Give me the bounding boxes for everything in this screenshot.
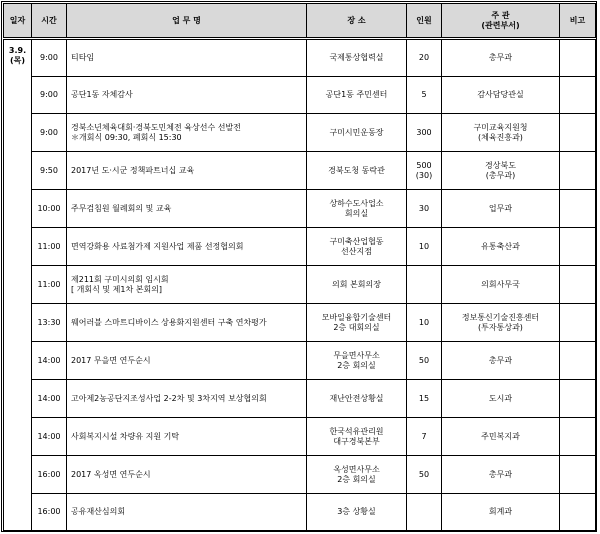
people-cell [407, 114, 442, 152]
place-cell-line: 한국석유관리원 [329, 426, 384, 436]
note-cell [560, 304, 596, 342]
place-cell [307, 380, 407, 418]
task-cell [67, 342, 307, 380]
place-cell [307, 304, 407, 342]
task-cell-line: 제211회 구미시의회 임시회 [71, 274, 169, 284]
org-cell-line: 주민복지과 [481, 431, 520, 441]
place-cell-line: 2층 회의실 [337, 360, 376, 370]
schedule-body [4, 39, 596, 531]
people-cell [407, 342, 442, 380]
people-cell [407, 266, 442, 304]
table-row [4, 39, 596, 77]
time-cell: 16:00 [32, 456, 67, 494]
time-cell: 9:00 [32, 114, 67, 152]
date-line2: (목) [9, 56, 26, 65]
people-cell-line: 5 [421, 90, 427, 99]
org-cell-line: 감사담당관실 [477, 90, 524, 99]
task-cell-line: 웨어러블 스마트디바이스 상용화지원센터 구축 연차평가 [71, 317, 267, 327]
time-cell: 10:00 [32, 190, 67, 228]
place-cell [307, 494, 407, 531]
org-cell [442, 152, 560, 190]
time-cell: 13:30 [32, 304, 67, 342]
place-cell-line: 구미축산업협동 [329, 236, 384, 246]
org-cell-line: (총무과) [485, 170, 516, 180]
note-cell [560, 418, 596, 456]
task-cell [67, 380, 307, 418]
people-cell-line: 300 [416, 127, 432, 137]
place-cell-line: 국제통상협력실 [329, 53, 384, 62]
place-cell-line: 3층 상황실 [337, 507, 376, 516]
time-cell: 11:00 [32, 266, 67, 304]
task-cell-line: [ 개회식 및 제1차 본회의] [71, 284, 163, 294]
task-cell-line: 면역강화용 사료첨가제 지원사업 제품 선정협의회 [71, 241, 244, 251]
org-cell-line: 의회사무국 [481, 279, 520, 289]
people-cell-line: 500 [416, 160, 432, 170]
org-cell-line: 총무과 [488, 355, 513, 365]
org-cell-line: 업무과 [488, 203, 513, 213]
org-cell [442, 266, 560, 304]
note-cell [560, 380, 596, 418]
task-cell [67, 152, 307, 190]
people-cell-line: 10 [418, 317, 430, 327]
people-cell [407, 190, 442, 228]
time-cell: 9:00 [32, 77, 67, 114]
task-cell [67, 304, 307, 342]
task-cell [67, 190, 307, 228]
task-cell [67, 39, 307, 77]
table-row [4, 380, 596, 418]
task-cell-line: 공단1동 자체감사 [71, 90, 133, 99]
org-cell-line: 도시과 [488, 393, 513, 403]
people-cell [407, 418, 442, 456]
table-row [4, 228, 596, 266]
task-cell [67, 114, 307, 152]
header-place: 장 소 [307, 4, 407, 39]
place-cell [307, 342, 407, 380]
task-cell [67, 418, 307, 456]
time-cell: 11:00 [32, 228, 67, 266]
place-cell [307, 77, 407, 114]
table-row [4, 456, 596, 494]
table-row [4, 342, 596, 380]
place-cell-line: 경북도청 동락관 [328, 165, 385, 175]
place-cell-line: 2층 회의실 [337, 474, 376, 484]
note-cell [560, 228, 596, 266]
time-cell: 16:00 [32, 494, 67, 531]
task-cell-line: 사회복지시설 차량유 지원 기탁 [71, 431, 180, 441]
place-cell [307, 456, 407, 494]
date-cell [4, 39, 32, 531]
org-cell [442, 114, 560, 152]
table-row [4, 77, 596, 114]
org-cell-line: 회계과 [488, 507, 513, 516]
people-cell-line: 50 [418, 355, 430, 365]
task-cell [67, 266, 307, 304]
table-row [4, 114, 596, 152]
note-cell [560, 114, 596, 152]
header-row [4, 4, 596, 39]
header-org-line1: 주 관 [491, 10, 510, 20]
task-cell-line: 2017 옥성면 연두순시 [71, 469, 151, 479]
place-cell [307, 266, 407, 304]
table-row [4, 152, 596, 190]
org-cell [442, 304, 560, 342]
people-cell [407, 380, 442, 418]
org-cell [442, 380, 560, 418]
place-cell-line: 선산지점 [341, 246, 372, 256]
task-cell-line: 2017년 도·시군 정책파트너십 교육 [71, 165, 195, 175]
table-row [4, 418, 596, 456]
place-cell [307, 152, 407, 190]
place-cell-line: 의회 본회의장 [332, 279, 381, 289]
place-cell-line: 공단1동 주민센터 [325, 90, 388, 99]
header-task: 업 무 명 [67, 4, 307, 39]
note-cell [560, 494, 596, 531]
org-cell [442, 342, 560, 380]
place-cell [307, 190, 407, 228]
header-time: 시간 [32, 4, 67, 39]
task-cell-line: 주무검침원 월례회의 및 교육 [71, 203, 172, 213]
org-cell [442, 418, 560, 456]
note-cell [560, 152, 596, 190]
task-cell-line: ＊개회식 09:30, 폐회식 15:30 [71, 132, 182, 142]
org-cell [442, 228, 560, 266]
task-cell [67, 494, 307, 531]
people-cell-line: 50 [418, 469, 430, 479]
time-cell: 9:00 [32, 39, 67, 77]
people-cell [407, 39, 442, 77]
time-cell: 14:00 [32, 380, 67, 418]
people-cell [407, 228, 442, 266]
place-cell [307, 228, 407, 266]
note-cell [560, 190, 596, 228]
date-line1: 3.9. [8, 46, 27, 55]
task-cell-line: 고아제2농공단지조성사업 2-2차 및 3차지역 보상협의회 [71, 393, 267, 403]
org-cell-line: (체육진흥과) [478, 132, 523, 142]
people-cell [407, 456, 442, 494]
table-row [4, 266, 596, 304]
place-cell-line: 모바일융합기술센터 [321, 312, 392, 322]
header-date: 일자 [4, 4, 32, 39]
header-note: 비고 [560, 4, 596, 39]
note-cell [560, 39, 596, 77]
people-cell-line: 10 [418, 241, 430, 251]
place-cell-line: 구미시민운동장 [329, 127, 384, 137]
org-cell-line: (투자통상과) [478, 322, 523, 332]
org-cell [442, 190, 560, 228]
org-cell [442, 494, 560, 531]
time-cell: 9:50 [32, 152, 67, 190]
place-cell-line: 재난안전상황실 [329, 393, 384, 403]
org-cell-line: 유통축산과 [481, 241, 520, 251]
org-cell-line: 총무과 [488, 53, 513, 62]
task-cell-line: 2017 무을면 연두순시 [71, 355, 151, 365]
people-cell-line: 20 [418, 53, 430, 62]
place-cell-line: 무을면사무소 [333, 350, 380, 360]
people-cell [407, 494, 442, 531]
table-row [4, 304, 596, 342]
schedule-table [3, 3, 596, 531]
time-cell: 14:00 [32, 342, 67, 380]
place-cell [307, 418, 407, 456]
header-people: 인원 [407, 4, 442, 39]
place-cell-line: 2층 대회의실 [333, 322, 380, 332]
task-cell [67, 456, 307, 494]
people-cell-line: 15 [418, 393, 430, 403]
note-cell [560, 77, 596, 114]
place-cell-line: 회의실 [344, 208, 369, 218]
org-cell [442, 39, 560, 77]
place-cell [307, 114, 407, 152]
people-cell [407, 152, 442, 190]
people-cell-line: 7 [421, 431, 427, 441]
org-cell [442, 456, 560, 494]
header-org [442, 4, 560, 39]
place-cell-line: 옥성면사무소 [333, 464, 380, 474]
org-cell-line: 구미교육지원청 [473, 122, 528, 132]
people-cell-line: 30 [418, 203, 430, 213]
place-cell [307, 39, 407, 77]
note-cell [560, 342, 596, 380]
task-cell-line: 공유재산심의회 [71, 507, 126, 516]
place-cell-line: 상하수도사업소 [329, 198, 384, 208]
people-cell [407, 77, 442, 114]
table-row [4, 494, 596, 531]
note-cell [560, 456, 596, 494]
org-cell-line: 정보통신기술진흥센터 [461, 312, 540, 322]
place-cell-line: 대구경북본부 [333, 436, 380, 446]
header-org-line2: (관련부서) [481, 20, 520, 30]
task-cell-line: 티타임 [71, 53, 95, 62]
table-row [4, 190, 596, 228]
task-cell-line: 경북소년체육대회·경북도민체전 육상선수 선발전 [71, 122, 241, 132]
note-cell [560, 266, 596, 304]
task-cell [67, 77, 307, 114]
people-cell [407, 304, 442, 342]
task-cell [67, 228, 307, 266]
time-cell: 14:00 [32, 418, 67, 456]
org-cell [442, 77, 560, 114]
org-cell-line: 경상북도 [485, 160, 516, 170]
people-cell-line: (30) [415, 170, 433, 180]
org-cell-line: 총무과 [488, 469, 513, 479]
